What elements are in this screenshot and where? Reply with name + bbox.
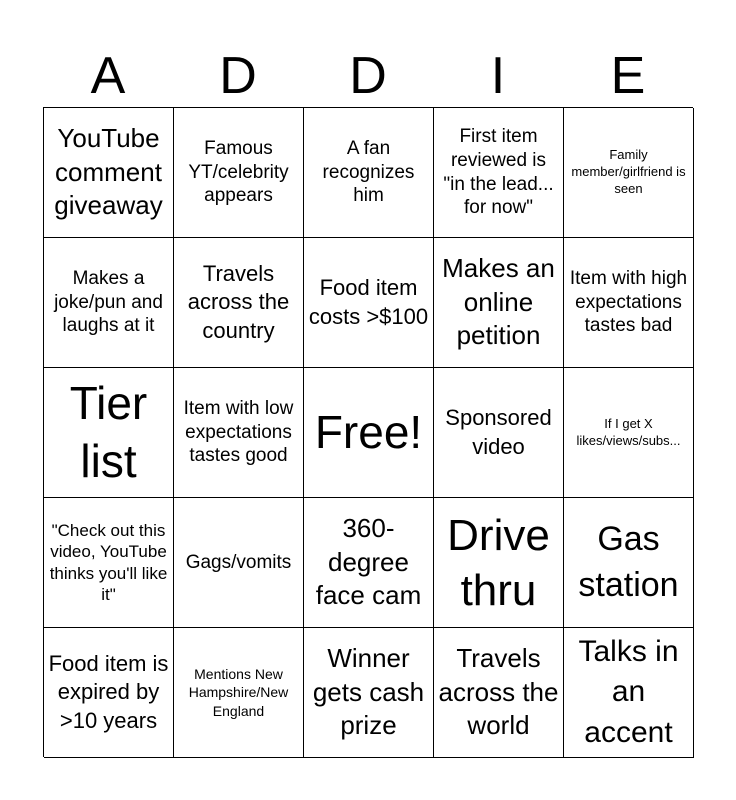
cell-text: Sponsored video: [445, 404, 552, 459]
cell-text: Travels across the world: [438, 642, 559, 741]
bingo-cell[interactable]: [434, 628, 564, 758]
cell-text: Food item is expired by >10 years: [48, 650, 169, 733]
cell-text: Makes a joke/pun and laughs at it: [54, 267, 163, 337]
header-letter: I: [490, 47, 506, 105]
bingo-cell[interactable]: [174, 238, 304, 368]
bingo-cell[interactable]: [44, 498, 174, 628]
bingo-cell[interactable]: [174, 498, 304, 628]
cell-text: A fan recognizes him: [322, 137, 415, 207]
bingo-cell[interactable]: [564, 368, 694, 498]
bingo-board: [43, 107, 693, 757]
cell-text: Drive thru: [447, 510, 550, 615]
cell-text: Mentions New Hampshire/New England: [188, 666, 289, 719]
header-letter: E: [610, 47, 646, 105]
bingo-cell[interactable]: [174, 628, 304, 758]
cell-text: Talks in an accent: [578, 634, 679, 749]
bingo-cell[interactable]: [304, 238, 434, 368]
cell-text: Gas station: [578, 519, 679, 604]
cell-text: If I get X likes/views/subs...: [576, 415, 681, 448]
cell-text: "Check out this video, YouTube thinks you'll like it": [49, 521, 168, 604]
bingo-cell[interactable]: [304, 108, 434, 238]
cell-text: First item reviewed is "in the lead... for now": [443, 126, 554, 219]
bingo-cell[interactable]: [434, 108, 564, 238]
bingo-cell[interactable]: [44, 108, 174, 238]
header-letter: A: [90, 47, 126, 105]
bingo-cell[interactable]: [564, 628, 694, 758]
cell-text: Famous YT/celebrity appears: [188, 137, 289, 207]
bingo-cell[interactable]: [434, 368, 564, 498]
bingo-cell[interactable]: [564, 238, 694, 368]
bingo-cell[interactable]: [564, 108, 694, 238]
cell-text: Gags/vomits: [185, 551, 292, 573]
bingo-cell[interactable]: [304, 628, 434, 758]
cell-text: Food item costs >$100: [308, 274, 429, 329]
cell-text: Free!: [314, 405, 423, 458]
bingo-cell[interactable]: [434, 238, 564, 368]
header-letter: D: [349, 47, 387, 105]
bingo-cell[interactable]: [304, 498, 434, 628]
cell-text: Winner gets cash prize: [312, 642, 425, 741]
cell-text: YouTube comment giveaway: [54, 122, 163, 221]
cell-text: Tier list: [69, 377, 148, 487]
bingo-cell[interactable]: [174, 368, 304, 498]
header-letter: D: [219, 47, 257, 105]
cell-text: Makes an online petition: [442, 252, 555, 351]
cell-text: Family member/girlfriend is seen: [571, 147, 686, 196]
cell-text: 360-degree face cam: [315, 512, 422, 611]
bingo-header: [43, 44, 693, 108]
bingo-cell[interactable]: [44, 368, 174, 498]
bingo-cell[interactable]: [44, 238, 174, 368]
bingo-cell[interactable]: [44, 628, 174, 758]
bingo-cell[interactable]: [304, 368, 434, 498]
cell-text: Item with low expectations tastes good: [183, 397, 294, 467]
bingo-cell[interactable]: [564, 498, 694, 628]
bingo-cell[interactable]: [434, 498, 564, 628]
bingo-cell[interactable]: [174, 108, 304, 238]
cell-text: Item with high expectations tastes bad: [569, 267, 688, 337]
cell-text: Travels across the country: [187, 260, 290, 343]
